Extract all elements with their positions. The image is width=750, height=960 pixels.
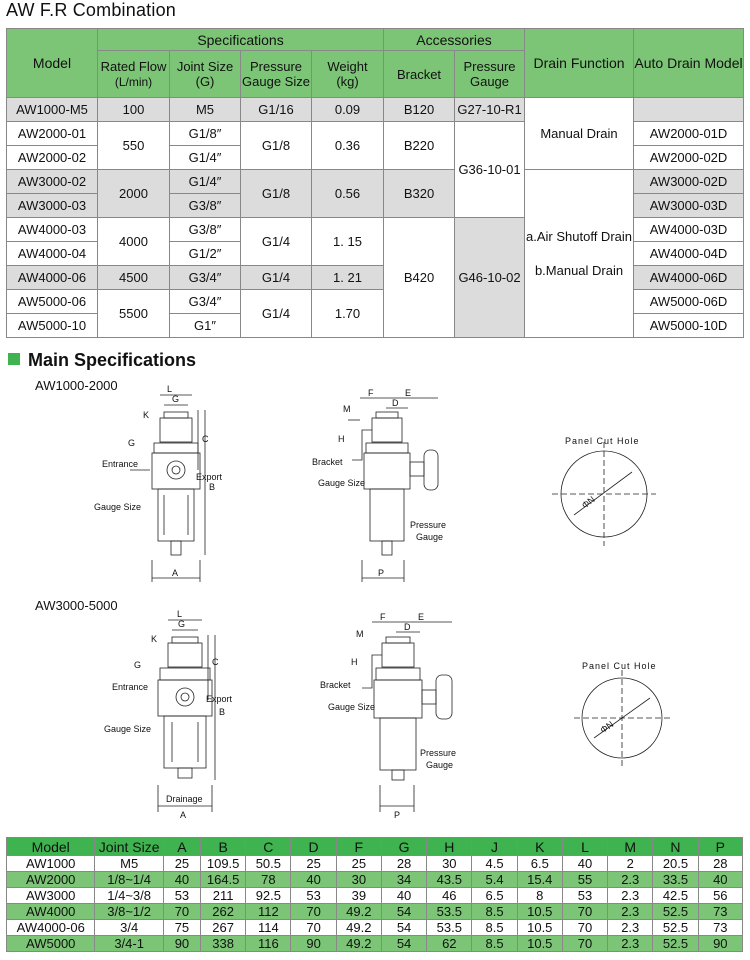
cell: 34 [381,872,426,888]
cell: AW4000-03 [7,218,98,242]
cell: 70 [562,904,607,920]
cell: 2.3 [608,872,653,888]
dim-label: L [167,384,173,394]
dim-label: E [405,388,412,398]
cell: AW2000-02 [7,146,98,170]
cell: 1. 15 [312,218,384,266]
dim-col-header: N [653,838,698,856]
cell: 40 [562,856,607,872]
panel-cut-hole-drawing-large [574,670,670,766]
table-row [7,920,743,936]
cell: 0.56 [312,170,384,218]
dim-col-header: H [427,838,472,856]
col-bracket: Bracket [384,51,455,98]
cell: 90 [698,936,742,952]
cell: 4500 [98,266,170,290]
cell: 50.5 [246,856,291,872]
cell: AW2000-01D [634,122,744,146]
cell: 33.5 [653,872,698,888]
cell: 42.5 [653,888,698,904]
cell: G1/8 [241,170,312,218]
dim-col-header: D [291,838,336,856]
dim-label: D [404,622,411,632]
dim-col-header: K [517,838,562,856]
cell: AW2000 [7,872,95,888]
dim-label: A [180,810,187,820]
cell: AW4000 [7,904,95,920]
cell: 2.3 [608,920,653,936]
cell: 62 [427,936,472,952]
dim-label: L [177,609,183,619]
cell: 73 [698,904,742,920]
cell: AW3000-02 [7,170,98,194]
dim-col-header: Joint Size [95,838,163,856]
cell: 25 [336,856,381,872]
cell: 49.2 [336,904,381,920]
col-model: Model [7,29,98,98]
cell: 49.2 [336,936,381,952]
cell: 112 [246,904,291,920]
dim-label: G [134,660,142,670]
drainage-label: Drainage [166,794,203,804]
panel-cut-hole-label: Panel Cut Hole [565,436,640,446]
side-view-drawing [348,398,438,582]
col-joint-size: Joint Size (G) [170,51,241,98]
cell: AW5000-06D [634,290,744,314]
dim-col-header: Model [7,838,95,856]
cell: 550 [98,122,170,170]
dim-col-header: B [201,838,246,856]
dim-label: P [378,568,385,578]
dim-label: M [343,404,351,414]
cell: 8.5 [472,936,517,952]
dim-col-header: J [472,838,517,856]
cell: 28 [698,856,742,872]
cell: M5 [170,98,241,122]
cell: 3/8~1/2 [95,904,163,920]
cell: 52.5 [653,920,698,936]
cell: 20.5 [653,856,698,872]
cell: 6.5 [517,856,562,872]
col-accessories: Accessories [384,29,525,51]
cell: G1/4″ [170,146,241,170]
dim-label: F [368,388,374,398]
dim-col-header: F [336,838,381,856]
cell: 52.5 [653,904,698,920]
dim-label: G [172,394,180,404]
cell: 10.5 [517,920,562,936]
cell: 0.09 [312,98,384,122]
cell: 56 [698,888,742,904]
cell: AW4000-04 [7,242,98,266]
cell: AW1000 [7,856,95,872]
cell: 53.5 [427,920,472,936]
cell: AW1000-M5 [7,98,98,122]
cell: 338 [201,936,246,952]
cell: B220 [384,122,455,170]
cell: 15.4 [517,872,562,888]
dim-col-header: A [163,838,200,856]
dim-label: A [172,568,179,578]
cell: 8.5 [472,904,517,920]
dim-col-header: M [608,838,653,856]
entrance-label: Entrance [112,682,149,692]
cell: 1/4~3/8 [95,888,163,904]
gauge-label: Gauge [416,532,444,542]
col-specifications: Specifications [98,29,384,51]
cell: 70 [562,920,607,936]
cell: B320 [384,170,455,218]
dim-label: D [392,398,399,408]
gauge-size-label: Gauge Size [318,478,366,488]
cell: B120 [384,98,455,122]
cell: AW4000-06 [7,920,95,936]
dimension-table [6,837,743,952]
front-view-drawing-large [158,620,215,812]
dim-col-header: P [698,838,742,856]
dim-col-header: C [246,838,291,856]
gauge-size-label: Gauge Size [104,724,152,734]
cell: G1/4 [241,266,312,290]
col-rated-flow: Rated Flow (L/min) [98,51,170,98]
cell: 2.3 [608,904,653,920]
col-pressure-gauge-size: Pressure Gauge Size [241,51,312,98]
cell: 2 [608,856,653,872]
col-pressure-gauge: Pressure Gauge [455,51,525,98]
cell: 3/4-1 [95,936,163,952]
dim-label: H [338,434,345,444]
cell: AW3000-03 [7,194,98,218]
panel-cut-hole-drawing [552,442,656,546]
cell: 92.5 [246,888,291,904]
cell: G1/4 [241,290,312,338]
dim-label: H [351,657,358,667]
cell: AW3000-02D [634,170,744,194]
cell: G3/4″ [170,266,241,290]
cell: 1.70 [312,290,384,338]
cell: 54 [381,920,426,936]
cell: 53 [562,888,607,904]
front-view-drawing [130,395,205,582]
cell: AW4000-06D [634,266,744,290]
cell: 1. 21 [312,266,384,290]
cell: G3/4″ [170,290,241,314]
dim-label: C [202,434,209,444]
cell: G1/2″ [170,242,241,266]
cell: G1/4″ [170,170,241,194]
cell: 164.5 [201,872,246,888]
cell: G1/8″ [170,122,241,146]
cell: 53.5 [427,904,472,920]
cell: 262 [201,904,246,920]
cell: 54 [381,904,426,920]
cell: 52.5 [653,936,698,952]
dim-label: M [356,629,364,639]
cell: 1/8~1/4 [95,872,163,888]
cell: 10.5 [517,904,562,920]
cell: 114 [246,920,291,936]
cell: 75 [163,920,200,936]
cell: AW3000-03D [634,194,744,218]
entrance-label: Entrance [102,459,139,469]
dim-label: E [418,612,425,622]
cell: 46 [427,888,472,904]
cell: 267 [201,920,246,936]
cell: 39 [336,888,381,904]
gauge-label: Gauge [426,760,454,770]
cell: AW4000-03D [634,218,744,242]
cell: M5 [95,856,163,872]
cell: 3/4 [95,920,163,936]
cell: 49.2 [336,920,381,936]
cell: 0.36 [312,122,384,170]
drawing-group-label: AW1000-2000 [35,378,118,393]
dim-label: P [394,810,401,820]
cell: G1/16 [241,98,312,122]
cell: G1/8 [241,122,312,170]
cell: B420 [384,218,455,338]
dim-label: K [143,410,150,420]
cell: 70 [562,936,607,952]
cell: 211 [201,888,246,904]
cell: a.Air Shutoff Drain b.Manual Drain [525,170,634,338]
drawing-group-label: AW3000-5000 [35,598,118,613]
cell: G1″ [170,314,241,338]
cell: 70 [163,904,200,920]
cell: 70 [291,904,336,920]
cell: 116 [246,936,291,952]
dim-label: C [212,657,219,667]
cell: 28 [381,856,426,872]
table-row [7,888,743,904]
cell: Manual Drain [525,98,634,170]
cell: 54 [381,936,426,952]
cell: 4000 [98,218,170,266]
bracket-label: Bracket [320,680,351,690]
dim-label: B [209,482,216,492]
cell: AW5000 [7,936,95,952]
col-auto-drain-model: Auto Drain Model [634,29,744,98]
table-row [7,856,743,872]
cell: 90 [291,936,336,952]
cell: AW2000-01 [7,122,98,146]
cell: 10.5 [517,936,562,952]
panel-cut-hole-label: Panel Cut Hole [582,661,657,671]
dim-label: G [178,619,186,629]
pressure-label: Pressure [420,748,457,758]
cell: AW4000-04D [634,242,744,266]
dim-col-header: G [381,838,426,856]
dim-label: B [219,707,226,717]
cell: 109.5 [201,856,246,872]
section-title: Main Specifications [8,350,196,371]
cell: 40 [698,872,742,888]
cell: AW5000-10D [634,314,744,338]
cell: 5.4 [472,872,517,888]
table-row [7,904,743,920]
cell: AW4000-06 [7,266,98,290]
cell: 25 [291,856,336,872]
cell: 53 [291,888,336,904]
gauge-size-label: Gauge Size [328,702,376,712]
cell: 43.5 [427,872,472,888]
side-view-drawing-large [362,622,452,812]
dim-label: K [151,634,158,644]
cell: 2.3 [608,888,653,904]
table-row [7,936,743,952]
table-row [7,872,743,888]
gauge-size-label: Gauge Size [94,502,142,512]
cell: AW5000-10 [7,314,98,338]
cell: 90 [163,936,200,952]
cell: 5500 [98,290,170,338]
dim-label: G [128,438,136,448]
cell: 40 [291,872,336,888]
cell: 100 [98,98,170,122]
cell: 25 [163,856,200,872]
col-drain-function: Drain Function [525,29,634,98]
cell: 2.3 [608,936,653,952]
cell: G3/8″ [170,194,241,218]
cell: AW3000 [7,888,95,904]
cell: 55 [562,872,607,888]
pressure-label: Pressure [410,520,447,530]
cell: 78 [246,872,291,888]
cell: 40 [163,872,200,888]
cell: 70 [291,920,336,936]
cell: 8 [517,888,562,904]
cell: 4.5 [472,856,517,872]
cell: 30 [336,872,381,888]
cell: AW2000-02D [634,146,744,170]
cell: AW5000-06 [7,290,98,314]
cell: G1/4 [241,218,312,266]
export-label: Export [196,472,223,482]
cell: G27-10-R1 [455,98,525,122]
dim-col-header: L [562,838,607,856]
col-weight: Weight (kg) [312,51,384,98]
dim-label: F [380,612,386,622]
cell: G36-10-01 [455,122,525,218]
cell: G3/8″ [170,218,241,242]
cell: 6.5 [472,888,517,904]
export-label: Export [206,694,233,704]
cell: 40 [381,888,426,904]
dim-label: ΦN [598,719,616,736]
dim-label: ΦN [579,494,597,511]
page-title: AW F.R Combination [6,0,176,20]
cell: 8.5 [472,920,517,936]
cell: G46-10-02 [455,218,525,338]
cell: 30 [427,856,472,872]
cell: 53 [163,888,200,904]
bracket-label: Bracket [312,457,343,467]
cell: 2000 [98,170,170,218]
cell: 73 [698,920,742,936]
